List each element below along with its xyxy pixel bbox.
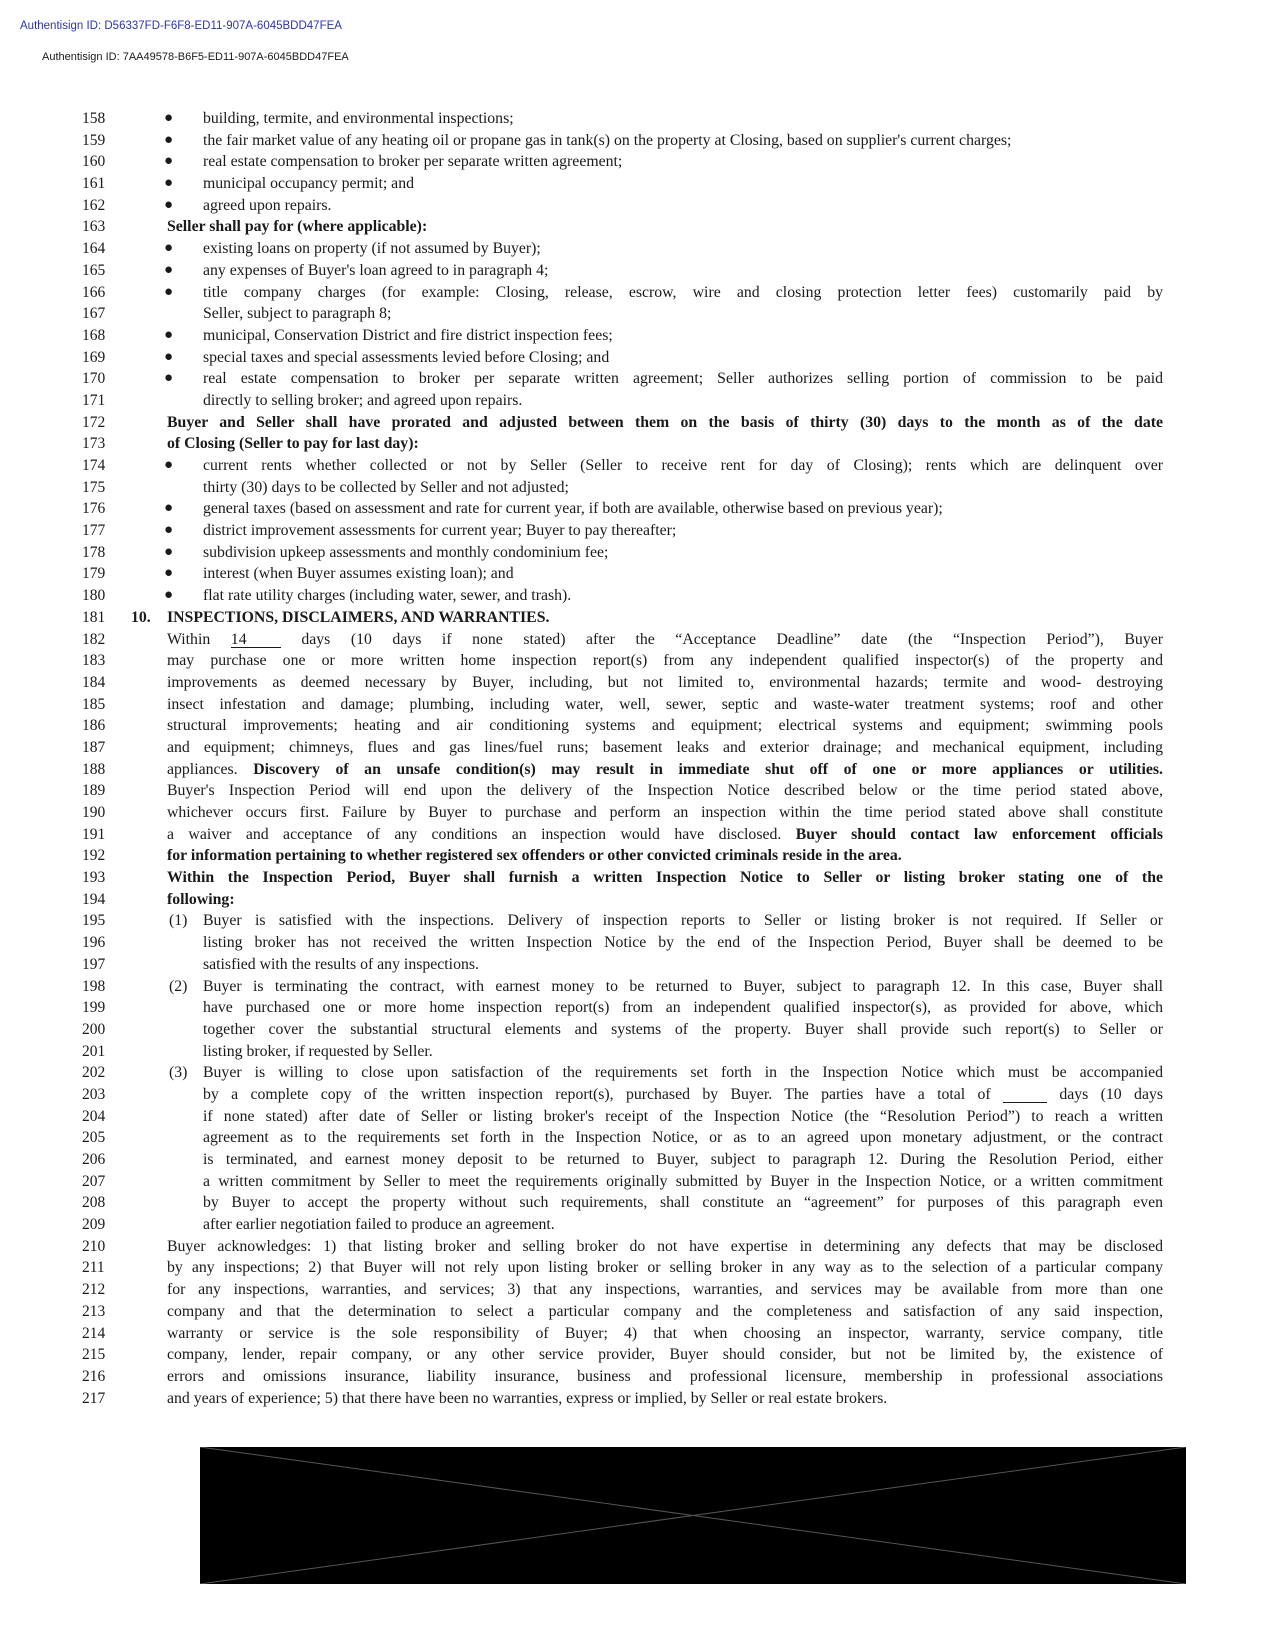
line-text: title company charges (for example: Closing, release, escrow, wire and closing protection letter fees) customarily paid by (203, 283, 1163, 301)
line-text: agreement as to the requirements set forth in the Inspection Notice, or as to an agreed upon monetary adjustment, or the contract (203, 1129, 1163, 1147)
bullet-icon: ● (164, 153, 174, 170)
line-number: 184 (82, 673, 106, 691)
line-text: existing loans on property (if not assumed by Buyer); (203, 240, 541, 258)
redaction-box (200, 1447, 1186, 1584)
line-text: a waiver and acceptance of any conditions an inspection would have disclosed. Buyer should contact law enforcement officials (167, 825, 1163, 843)
line-189 (0, 780, 1278, 802)
line-text: listing broker, if requested by Seller. (203, 1042, 433, 1060)
line-210 (0, 1236, 1278, 1258)
line-number: 178 (82, 543, 106, 561)
line-number: 199 (82, 999, 106, 1017)
line-number: 201 (82, 1042, 106, 1060)
line-number: 191 (82, 825, 106, 843)
bullet-icon: ● (164, 196, 174, 213)
line-number: 164 (82, 240, 106, 258)
line-number: 205 (82, 1129, 106, 1147)
line-number: 195 (82, 912, 106, 930)
line-text: Within the Inspection Period, Buyer shall furnish a written Inspection Notice to Seller or listing broker stating one of the (167, 869, 1163, 887)
line-text: a written commitment by Seller to meet the requirements originally submitted by Buyer in the Inspection Notice, or a written commitment (203, 1172, 1163, 1190)
line-number: 204 (82, 1107, 106, 1125)
line-217 (0, 1388, 1278, 1410)
authentisign-id-top: Authentisign ID: D56337FD-F6F8-ED11-907A-6045BDD47FEA (20, 20, 342, 32)
bullet-icon: ● (164, 283, 174, 300)
line-177 (0, 520, 1278, 542)
line-text: interest (when Buyer assumes existing loan); and (203, 565, 514, 583)
line-number: 194 (82, 890, 106, 908)
line-text: may purchase one or more written home inspection report(s) from any independent qualified inspector(s) of the property and (167, 652, 1163, 670)
line-212 (0, 1279, 1278, 1301)
line-number: 190 (82, 804, 106, 821)
line-text: have purchased one or more home inspection report(s) from an independent qualified inspector(s), as provided for above, which (203, 999, 1163, 1017)
line-text: insect infestation and damage; plumbing, including water, well, sewer, septic and waste-water treatment systems; roof and other (167, 695, 1163, 713)
line-206 (0, 1149, 1278, 1171)
line-number: 167 (82, 305, 106, 323)
line-text: and equipment; chimneys, flues and gas lines/fuel runs; basement leaks and exterior drainage; and mechanical equipment, including (167, 738, 1163, 756)
bullet-icon: ● (164, 457, 174, 473)
line-text: thirty (30) days to be collected by Seller and not adjusted; (203, 478, 569, 496)
line-number: 207 (82, 1172, 106, 1190)
line-text: flat rate utility charges (including water, sewer, and trash). (203, 587, 572, 605)
authentisign-id-second: Authentisign ID: 7AA49578-B6F5-ED11-907A-6045BDD47FEA (42, 51, 349, 63)
line-number: 215 (82, 1346, 106, 1364)
line-203 (0, 1084, 1278, 1106)
line-number: 196 (82, 934, 106, 952)
line-text: municipal, Conservation District and fire district inspection fees; (203, 326, 613, 344)
line-text: Seller shall pay for (where applicable): (167, 218, 428, 236)
line-text: special taxes and special assessments levied before Closing; and (203, 348, 610, 366)
line-188 (0, 759, 1278, 781)
line-number: 185 (82, 695, 106, 713)
line-text: for any inspections, warranties, and services; 3) that any inspections, warranties, and services may be available from more than one (167, 1281, 1163, 1299)
line-number: 173 (82, 435, 106, 453)
line-text: building, termite, and environmental inspections; (203, 110, 514, 127)
bullet-icon: ● (164, 131, 174, 148)
line-164 (0, 238, 1278, 260)
line-number: 200 (82, 1020, 106, 1038)
line-text: of Closing (Seller to pay for last day): (167, 435, 419, 453)
bullet-icon: ● (164, 565, 174, 582)
line-text: directly to selling broker; and agreed upon repairs. (203, 391, 523, 409)
line-181 (0, 607, 1278, 629)
line-193 (0, 867, 1278, 889)
line-number: 163 (82, 218, 106, 236)
line-216 (0, 1366, 1278, 1388)
line-text: Within 14 days (10 days if none stated) after the “Acceptance Deadline” date (the “Inspection Period”), Buyer (167, 630, 1163, 648)
bullet-icon: ● (164, 500, 174, 517)
line-213 (0, 1301, 1278, 1323)
line-text: real estate compensation to broker per separate written agreement; Seller authorizes selling portion of commission to be paid (203, 370, 1163, 388)
bullet-icon: ● (164, 522, 174, 539)
line-text: by any inspections; 2) that Buyer will not rely upon listing broker or selling broker in any way as to the selection of a particular company (167, 1259, 1163, 1277)
line-198 (0, 976, 1278, 998)
line-text: Buyer is terminating the contract, with earnest money to be returned to Buyer, subject to paragraph 12. In this case, Buyer shall (203, 977, 1163, 995)
line-text: municipal occupancy permit; and (203, 175, 414, 193)
line-number: 213 (82, 1302, 106, 1320)
line-175 (0, 477, 1278, 499)
line-214 (0, 1323, 1278, 1345)
line-number: 189 (82, 782, 106, 800)
bullet-icon: ● (164, 348, 174, 365)
line-text: any expenses of Buyer's loan agreed to in paragraph 4; (203, 261, 549, 279)
line-199 (0, 997, 1278, 1019)
line-205 (0, 1127, 1278, 1149)
list-marker: (1) (169, 912, 188, 930)
line-173 (0, 433, 1278, 455)
line-number: 212 (82, 1281, 106, 1299)
line-171 (0, 390, 1278, 412)
line-text: warranty or service is the sole responsibility of Buyer; 4) that when choosing an inspector, warranty, service company, title (167, 1324, 1163, 1342)
line-162 (0, 195, 1278, 217)
bullet-icon: ● (164, 543, 174, 560)
line-text: INSPECTIONS, DISCLAIMERS, AND WARRANTIES. (167, 608, 550, 626)
bullet-icon: ● (164, 370, 174, 387)
bullet-icon: ● (164, 587, 174, 604)
line-207 (0, 1171, 1278, 1193)
line-number: 216 (82, 1367, 106, 1385)
line-text: Buyer is willing to close upon satisfaction of the requirements set forth in the Inspection Notice which must be accompanied (203, 1064, 1163, 1082)
line-number: 158 (82, 110, 106, 127)
line-159 (0, 130, 1278, 152)
line-number: 209 (82, 1216, 106, 1234)
line-182 (0, 629, 1278, 651)
line-text: appliances. Discovery of an unsafe condition(s) may result in immediate shut off of one or more appliances or utilities. (167, 760, 1164, 778)
line-text: company, lender, repair company, or any other service provider, Buyer should consider, but not be limited by, the existence of (167, 1346, 1163, 1364)
line-text: Buyer is satisfied with the inspections. Delivery of inspection reports to Seller or listing broker is not required. If Seller or (203, 912, 1163, 930)
line-number: 179 (82, 565, 106, 583)
line-number: 175 (82, 478, 106, 496)
line-194 (0, 889, 1278, 911)
section-number: 10. (131, 608, 151, 626)
line-number: 182 (82, 630, 106, 648)
line-170 (0, 368, 1278, 390)
line-text: company and that the determination to select a particular company and the completeness and satisfaction of any said inspection, (167, 1302, 1163, 1320)
line-186 (0, 715, 1278, 737)
line-158 (0, 108, 1278, 130)
line-text: agreed upon repairs. (203, 196, 332, 214)
line-text: Seller, subject to paragraph 8; (203, 305, 392, 323)
line-number: 202 (82, 1064, 106, 1082)
line-number: 217 (82, 1389, 106, 1407)
contract-body (0, 108, 1278, 1409)
line-196 (0, 932, 1278, 954)
line-text: is terminated, and earnest money deposit to be returned to Buyer, subject to paragraph 12. During the Resolution Period, either (203, 1151, 1163, 1168)
line-text: following: (167, 890, 235, 908)
line-text: by Buyer to accept the property without such requirements, shall constitute an “agreement” for purposes of this paragraph even (203, 1194, 1163, 1212)
line-161 (0, 173, 1278, 195)
line-202 (0, 1062, 1278, 1084)
line-text: whichever occurs first. Failure by Buyer to purchase and perform an inspection within the time period stated above shall constitute (167, 804, 1163, 821)
line-number: 187 (82, 738, 106, 756)
line-174 (0, 455, 1278, 477)
line-text: improvements as deemed necessary by Buyer, including, but not limited to, environmental hazards; termite and wood- destroying (167, 673, 1163, 691)
line-number: 192 (82, 847, 106, 865)
bullet-icon: ● (164, 261, 174, 278)
line-187 (0, 737, 1278, 759)
line-text: Buyer's Inspection Period will end upon the delivery of the Inspection Notice described below or the time period stated above, (167, 782, 1163, 800)
line-208 (0, 1192, 1278, 1214)
line-166 (0, 282, 1278, 304)
list-marker: (3) (169, 1064, 188, 1082)
line-text: together cover the substantial structural elements and systems of the property. Buyer shall provide such report(s) to Seller or (203, 1020, 1163, 1038)
bullet-icon: ● (164, 240, 174, 257)
line-165 (0, 260, 1278, 282)
line-178 (0, 542, 1278, 564)
line-number: 206 (82, 1151, 106, 1168)
line-text: for information pertaining to whether registered sex offenders or other convicted criminals reside in the area. (167, 847, 902, 865)
line-number: 168 (82, 326, 106, 344)
line-text: current rents whether collected or not by Seller (Seller to receive rent for day of Closing); rents which are delinquent over (203, 457, 1163, 474)
line-text: Buyer acknowledges: 1) that listing broker and selling broker do not have expertise in determining any defects that may be disclosed (167, 1237, 1163, 1255)
bullet-icon: ● (164, 110, 174, 126)
line-number: 193 (82, 869, 106, 887)
list-marker: (2) (169, 977, 188, 995)
line-text: satisfied with the results of any inspections. (203, 955, 479, 973)
line-text: errors and omissions insurance, liability insurance, business and professional licensure, membership in professional associations (167, 1367, 1163, 1385)
line-number: 198 (82, 977, 106, 995)
line-172 (0, 412, 1278, 434)
line-184 (0, 672, 1278, 694)
line-204 (0, 1106, 1278, 1128)
bullet-icon: ● (164, 326, 174, 343)
line-number: 162 (82, 196, 106, 214)
line-197 (0, 954, 1278, 976)
line-number: 169 (82, 348, 106, 366)
line-167 (0, 303, 1278, 325)
line-190 (0, 802, 1278, 824)
line-text: structural improvements; heating and air conditioning systems and equipment; electrical systems and equipment; swimming pools (167, 717, 1163, 735)
line-169 (0, 347, 1278, 369)
line-number: 210 (82, 1237, 106, 1255)
line-text: general taxes (based on assessment and rate for current year, if both are available, otherwise based on previous year); (203, 500, 943, 518)
line-number: 181 (82, 608, 106, 626)
line-text: after earlier negotiation failed to produce an agreement. (203, 1216, 555, 1234)
line-200 (0, 1019, 1278, 1041)
line-176 (0, 498, 1278, 520)
line-text: subdivision upkeep assessments and monthly condominium fee; (203, 543, 609, 561)
line-text: and years of experience; 5) that there have been no warranties, express or implied, by Seller or real estate brokers. (167, 1389, 888, 1407)
line-160 (0, 151, 1278, 173)
line-number: 186 (82, 717, 106, 735)
line-211 (0, 1257, 1278, 1279)
line-number: 197 (82, 955, 106, 973)
line-text: Buyer and Seller shall have prorated and adjusted between them on the basis of thirty (30) days to the month as of the date (167, 413, 1163, 431)
line-180 (0, 585, 1278, 607)
line-215 (0, 1344, 1278, 1366)
line-number: 214 (82, 1324, 106, 1342)
line-text: by a complete copy of the written inspection report(s), purchased by Buyer. The parties have a total of days (10 days (203, 1085, 1163, 1103)
line-text: the fair market value of any heating oil or propane gas in tank(s) on the property at Closing, based on supplier's current charges; (203, 131, 1012, 149)
line-text: district improvement assessments for current year; Buyer to pay thereafter; (203, 522, 677, 540)
line-number: 188 (82, 760, 106, 778)
line-number: 174 (82, 457, 106, 474)
line-number: 203 (82, 1085, 106, 1103)
line-number: 176 (82, 500, 106, 518)
line-text: if none stated) after date of Seller or listing broker's receipt of the Inspection Notice (the “Resolution Period”) to reach a written (203, 1107, 1163, 1125)
line-number: 208 (82, 1194, 106, 1212)
line-number: 171 (82, 391, 106, 409)
line-number: 180 (82, 587, 106, 605)
line-number: 160 (82, 153, 106, 171)
line-179 (0, 563, 1278, 585)
line-number: 166 (82, 283, 106, 301)
line-209 (0, 1214, 1278, 1236)
bullet-icon: ● (164, 175, 174, 192)
line-number: 183 (82, 652, 106, 670)
line-195 (0, 910, 1278, 932)
line-185 (0, 694, 1278, 716)
line-text: real estate compensation to broker per separate written agreement; (203, 153, 623, 171)
line-text: listing broker has not received the written Inspection Notice by the end of the Inspection Period, Buyer shall be deemed to be (203, 934, 1163, 952)
resolution-days-field[interactable] (1003, 1087, 1047, 1103)
line-number: 177 (82, 522, 106, 540)
line-163 (0, 216, 1278, 238)
line-191 (0, 824, 1278, 846)
line-192 (0, 845, 1278, 867)
line-201 (0, 1041, 1278, 1063)
line-number: 165 (82, 261, 106, 279)
line-number: 159 (82, 131, 106, 149)
line-number: 161 (82, 175, 106, 193)
line-183 (0, 650, 1278, 672)
inspection-days-field[interactable]: 14 (231, 632, 281, 648)
line-168 (0, 325, 1278, 347)
line-number: 172 (82, 413, 106, 431)
line-number: 211 (82, 1259, 105, 1277)
line-number: 170 (82, 370, 106, 388)
